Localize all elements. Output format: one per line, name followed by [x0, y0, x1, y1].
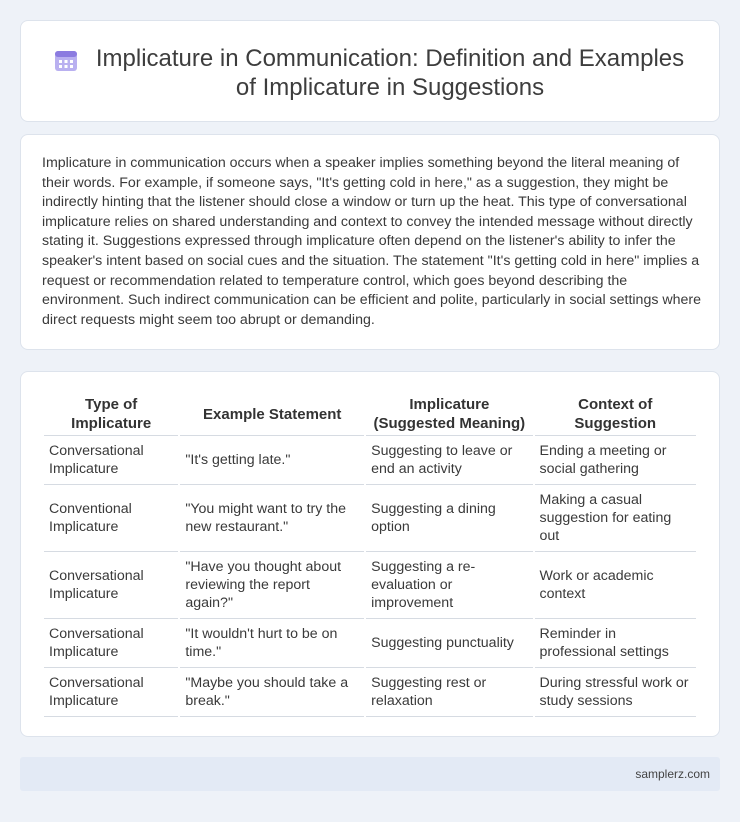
cell-type: Conversational Implicature	[44, 436, 178, 485]
cell-context: During stressful work or study sessions	[535, 668, 696, 717]
cell-example: "It wouldn't hurt to be on time."	[180, 619, 364, 668]
intro-card	[20, 134, 720, 350]
cell-context: Making a casual suggestion for eating out	[535, 485, 696, 552]
cell-type: Conversational Implicature	[44, 619, 178, 668]
intro-paragraph: Implicature in communication occurs when a speaker implies something beyond the literal meaning of their words. For example, if someone says, "It's getting cold in here," as a suggestion, they might be indirectly hinting that the listener should close a window or turn up the heat. This type of conversational implicature relies on shared understanding and context to convey the intended message without directly stating it. Suggestions expressed through implicature often depend on the listener's ability to infer the speaker's intent based on social cues and the situation. The statement "It's getting cold in here" implies a request or recommendation related to temperature control, which goes beyond describing the environment. Such indirect communication can be efficient and polite, particularly in social settings where direct requests might seem too abrupt or demanding.	[42, 155, 702, 328]
cell-implicature: Suggesting to leave or end an activity	[366, 436, 532, 485]
title-card	[20, 20, 720, 122]
cell-context: Reminder in professional settings	[535, 619, 696, 668]
table-row	[44, 436, 696, 485]
cell-type: Conversational Implicature	[44, 668, 178, 717]
cell-context: Ending a meeting or social gathering	[535, 436, 696, 485]
cell-example: "Have you thought about reviewing the report again?"	[180, 552, 364, 619]
cell-implicature: Suggesting a dining option	[366, 485, 532, 552]
table-row	[44, 552, 696, 619]
implicature-table	[42, 392, 698, 717]
page-title: Implicature in Communication: Definition and Examples of Implicature in Suggestions	[95, 45, 685, 101]
table-card	[20, 371, 720, 737]
table-header-row	[44, 392, 696, 436]
cell-example: "You might want to try the new restaurant."	[180, 485, 364, 552]
cell-example: "It's getting late."	[180, 436, 364, 485]
cell-implicature: Suggesting punctuality	[366, 619, 532, 668]
cell-example: "Maybe you should take a break."	[180, 668, 364, 717]
column-header-implicature: Implicature (Suggested Meaning)	[366, 392, 532, 436]
cell-implicature: Suggesting a re-evaluation or improvement	[366, 552, 532, 619]
title-wrap	[21, 44, 719, 102]
column-header-context: Context of Suggestion	[535, 392, 696, 436]
footer-bar	[20, 757, 720, 791]
table-row	[44, 619, 696, 668]
cell-context: Work or academic context	[535, 552, 696, 619]
table-row	[44, 668, 696, 717]
cell-implicature: Suggesting rest or relaxation	[366, 668, 532, 717]
table-row	[44, 485, 696, 552]
column-header-example: Example Statement	[180, 392, 364, 436]
column-header-type: Type of Implicature	[44, 392, 178, 436]
cell-type: Conventional Implicature	[44, 485, 178, 552]
cell-type: Conversational Implicature	[44, 552, 178, 619]
footer-site-link[interactable]: samplerz.com	[635, 767, 710, 781]
